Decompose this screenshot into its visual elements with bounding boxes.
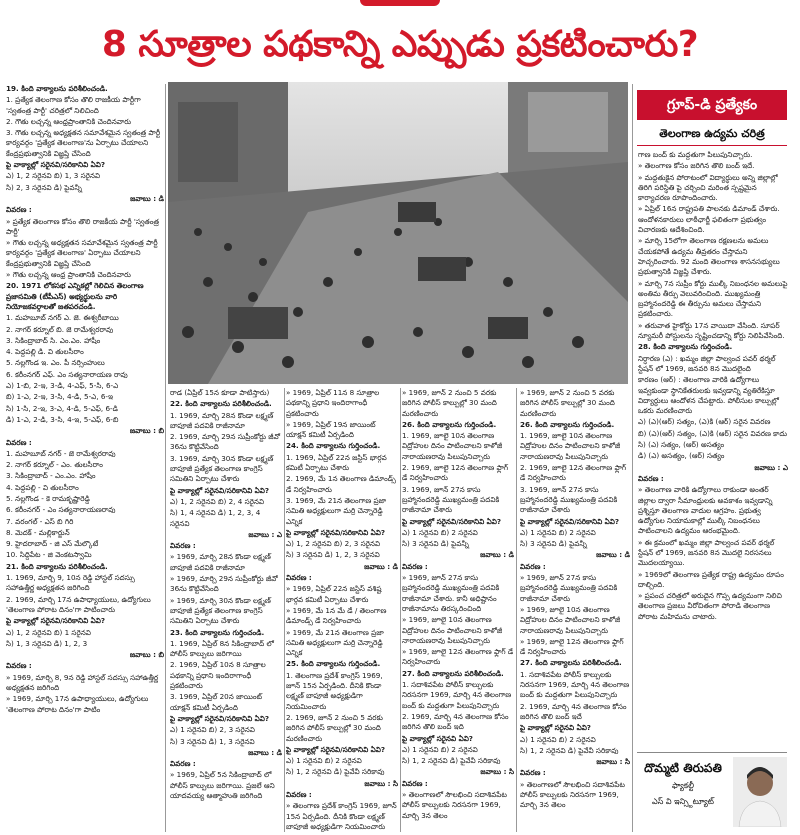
text-line: సి) 2, 3 సరైనవి డి) పైవన్నీ: [6, 182, 83, 192]
text-line: డి) 1-ఎ, 2-డి, 3-సి, 4-ఇ, 5-ఎఫ్, 6-బి: [6, 414, 119, 424]
text-line: డి) (ఎ) అసత్యం, (ఆర్) సత్యం: [638, 451, 725, 461]
answer-line: జవాబు : ఎ: [754, 462, 788, 472]
crowd-street-image: [168, 82, 628, 384]
column-4: » 1969, జూన్ 2 నుంచి 5 వరకు జరిగిన పోలీస్ కాల్పుల్లో 30 మంది మరణించారు 26. కింది వాక్యాలను గుర్తించండి. 1. 1969, జూలై 10న తెలంగాణ విద్రోహుల దినం పాటించాలని కాళోజీ నారాయణరావు పిలుపునిచ్చారు 2. 1969, జూలై 12న తెలంగాణ ఫ్లాగ్ డే నిర్వహించారు 3. 1969, జూన్ 27న కాసు బ్రహ్మానందరెడ్డి ముఖ్యమంత్రి పదవికి రాజీనామా చేశారు పై వాక్యాల్లో సరైనవి/సరికానివి ఏవి? ఎ) 1 సరైనవి బి) 2 సరైనవి సి) 3 సరైనవి డి) పైవన్నీ జవాబు : డి వివరణ : » 1969, జూన్ 27న కాసు బ్రహ్మానందరెడ్డి ముఖ్యమంత్రి పదవికి రాజీనామా చేశారు. కానీ అధిష్టానం రాజీనామాను తిరస్కరించింది » 1969, జూలై 10న తెలంగాణ విద్రోహుల దినం పాటించాలని కాళోజీ నారాయణరావు పిలుపునిచ్చారు » 1969, జూలై 12న తెలంగాణ ఫ్లాగ్ డే నిర్వహించారు 27. కింది వాక్యాలను పరిశీలించండి. 1. సదాశివపేట పోలీస్ కాల్పులకు నిరసనగా 1969, మార్చి 4న తెలంగాణ బంద్ కు మద్దతుగా పిలుపునిచ్చారు 2. 1969, మార్చి 4న తెలంగాణ కోసం జరిగిన తొలి బంద్ ఇది పై వాక్యాల్లో సరైనవి ఏవి? ఎ) 1 సరైనవి బి) 2 సరైనవి సి) 1, 2 సరైనవి డి) పైవేవీ సరికావు జవాబు : సి వివరణ : » తెలంగాణలో సౌలభించి సదాశివపేట పోలీస్ కాల్పులకు నిరసనగా 1969, మార్చి 3న తెలం: [402, 388, 514, 820]
text-line: 10. సిద్దిపేట - జి వెంకటస్వామి: [6, 550, 92, 560]
column-3: » 1969, ఏప్రిల్ 11న 8 సూత్రాల పథకాన్ని ప్రధాని ఇందిరాగాంధీ ప్రకటించారు » 1969, ఏప్రిల్ 19న జాయింట్ యాక్షన్ కమిటీ ఏర్పడింది 24. కింది వాక్యాలను గుర్తించండి. 1. 1969, ఏప్రిల్ 22న జస్టిస్ భార్గవ కమిటీ ఏర్పాటు చేశారు 2. 1969, మే 1న తెలంగాణ డిమాండ్స్ డే నిర్వహించారు 3. 1969, మే 21న తెలంగాణ ప్రజా సమితి అధ్యక్షులుగా మర్రి చెన్నారెడ్డి ఎన్నిక పై వాక్యాల్లో సరైనవి/సరికానివి ఏవి? ఎ) 1, 2 సరైనవి బి) 2, 3 సరైనవి సి) 3 సరైనవి డి) 1, 2, 3 సరైనవి జవాబు : డి వివరణ : » 1969, ఏప్రిల్ 22న జస్టిస్ వశిష్ట భార్గవ కమిటీ ఏర్పాటు చేశారు » 1969, మే 1న మే డే / తెలంగాణ డిమాండ్స్ డే నిర్వహించారు » 1969, మే 21న తెలంగాణ ప్రజా సమితి అధ్యక్షులుగా మర్రి చెన్నారెడ్డి ఎన్నిక 25. కింది వాక్యాలను గుర్తించండి. 1. తెలంగాణ ప్రదేశ్ కాంగ్రెస్ 1969, జూన్ 15న ఏర్పడింది. దీనికి కొండా లక్ష్మణ్ బాపూజీ అధ్యక్షుడిగా నియమించారు 2. 1969, జూన్ 2 నుంచి 5 వరకు జరిగిన పోలీస్ కాల్పుల్లో 30 మంది మరణించారు పై వాక్యాల్లో సరైనవి/సరికానివి ఏవి? ఎ) 1 సరైనవి బి) 2 సరైనవి సి) 1, 2 సరైనవి డి) పైవేవీ సరికావు జవాబు : సి వివరణ : » తెలంగాణ ప్రదేశ్ కాంగ్రెస్ 1969, జూన్ 15న ఏర్పడింది. దీనికి కొండా లక్ష్మణ్ బాపూజీ అధ్యక్షుడిగా నియమించారు: [286, 388, 398, 831]
text-line: » మద్దతుకైన పోరాటంలో విద్యార్థులు అన్ని జిల్లాల్లో తిరిగి పరిస్థితి పై చర్చించి మరింత స్పష్టమైన కార్యాచరణ రూపొందించారు.: [638, 172, 778, 203]
text-line: ఎ) 1-బి, 2-ఇ, 3-డి, 4-ఎఫ్, 5-సి, 6-ఎ: [6, 381, 119, 391]
text-line: సి) 1, 3 సరైనవి డి) 1, 2, 3: [6, 638, 88, 648]
text-line: 3. సికింద్రాబాద్ - ఎం.ఎం. హాషీం: [6, 471, 96, 481]
column-2: రాడ (ఏప్రిల్ 15న కూడా పాటిస్తారు) 22. కింది వాక్యాలను పరిశీలించండి. 1. 1969, మార్చి 28న కొండా లక్ష్మణ్ బాపూజీ పదవికి రాజీనామా 2. 1969, మార్చి 29న సుప్రీంకోర్టు జీవో 36ను కొట్టివేసింది 3. 1969, మార్చి 30న కొండా లక్ష్మణ్ బాపూజీ ప్రత్యేక తెలంగాణ కాంగ్రెస్ సమితిని ఏర్పాటు చేశారు పై వాక్యాల్లో సరైనవి/సరికానివి ఏవి? ఎ) 1, 2 సరైనవి బి) 2, 4 సరైనవి సి) 1, 4 సరైనవి డి) 1, 2, 3, 4 సరైనవి జవాబు : ఎ వివరణ : » 1969, మార్చి 28న కొండా లక్ష్మణ్ బాపూజీ పదవికి రాజీనామా » 1969, మార్చి 29న సుప్రీంకోర్టు జీవో 36ను కొట్టివేసింది » 1969, మార్చి 30న కొండా లక్ష్మణ్ బాపూజీ ప్రత్యేక తెలంగాణ కాంగ్రెస్ సమితిని ఏర్పాటు చేశారు 23. కింది వాక్యాలను గుర్తించండి. 1. 1969, ఏప్రిల్ 8న సికింద్రాబాద్ లో పోలీస్ కాల్పులు జరిగాయి 2. 1969, ఏప్రిల్ 10న 8 సూత్రాల పథకాన్ని ప్రధాని ఇందిరాగాంధీ ప్రకటించారు 3. 1969, ఏప్రిల్ 20న జాయింట్ యాక్షన్ కమిటీ ఏర్పడింది పై వాక్యాల్లో సరైనవి/సరికానివి ఏవి? ఎ) 1 సరైనవి బి) 2, 3 సరైనవి సి) 3 సరైనవి డి) 1, 3 సరైనవి జవాబు : డి వివరణ : » 1969, ఏప్రిల్ 5న సికింద్రాబాద్ లో పోలీస్ కాల్పులు జరిగాయి. ప్రజలే ఆని యాదవయ్య ఆత్మాహుతి జరిగింది: [170, 388, 282, 800]
text-line: » గౌతు లచ్చన్న ఆంధ్ర ప్రాంతానికి చెందినవారు: [6, 270, 131, 280]
text-line: » ప్రత్యేక తెలంగాణ కోసం తొలి రాజకీయ పార్టీ 'స్వతంత్ర పార్టీ': [6, 216, 159, 236]
text-line: 8. మెదక్ - మల్లికార్జున్: [6, 527, 70, 537]
text-line: 5. నల్లగొండ - కె రామకృష్ణారెడ్డి: [6, 493, 90, 503]
text-line: » తెలంగాణ కోసం జరిగిన తొలి బంద్ ఇదే.: [638, 161, 755, 171]
author-box: [637, 752, 787, 830]
text-line: » తెలంగాణ వారికి ఉద్యోగాలు రాకుండా అంతర్ జిల్లాల ద్వారా సీమాంధ్రులకు అవకాశం ఇవ్వడాన్ని ప్రశ్నిస్తూ తెలంగాణ వాదుల ఆగ్రహం. ప్రభుత్వ ఉద్యోగుల నియామకాల్లో ముల్కీ నిబంధనలు పాటించాలని ఉద్యమం ఆరంభమైంది.: [638, 485, 773, 536]
divider: [400, 388, 401, 832]
answer-line: జవాబు : బి: [129, 426, 164, 436]
question-line: 21. కింది వాక్యాలను పరిశీలించండి.: [6, 561, 108, 571]
section-badge: గ్రూప్-డి ప్రత్యేకం: [637, 90, 787, 120]
author-institute: ఎస్ వి ఇన్స్టిట్యూట్: [652, 797, 714, 806]
text-line: » తరువాత హైకోర్టు 17న వాయిదా వేసింది. సూపర్ న్యూమరీ పోస్టులను సృష్టించడాన్ని కోర్టు నిలిపివేసింది.: [638, 320, 785, 341]
divider: [632, 84, 633, 832]
text-line: 2. 1969, మార్చి 17న ఉపాధ్యాయులు, ఉద్యోగులు 'తెలంగాణ పోరాట దినం'గా పాటించారు: [6, 594, 151, 614]
text-line: 1. మహబూబ్ నగర్ - జె రామేశ్వరరావు: [6, 448, 116, 458]
text-line: » 1969లో తెలంగాణ ప్రత్యేక రాష్ట్ర ఉద్యమం రూపం దాల్చింది.: [638, 569, 784, 589]
text-line: 2. నాగర్ కర్నూల్ బి. జె రామేశ్వరరావు: [6, 324, 114, 334]
avatar-icon: [733, 757, 787, 827]
historic-photo: [168, 82, 628, 384]
section-subtitle: తెలంగాణ ఉద్యమ చరిత్ర: [637, 122, 787, 146]
top-bar: [0, 0, 800, 6]
text-line: 1. మహబూబ్ నగర్ ఎ. జె. ఈశ్వరీబాయి: [6, 313, 119, 323]
text-line: ఎ) 1, 2 సరైనవి బి) 1, 3 సరైనవి: [6, 171, 101, 181]
text-line: సి) 1-సి, 2-ఇ, 3-ఎ, 4-డి, 5-ఎఫ్, 6-డి: [6, 403, 118, 413]
text-line: 1. ప్రత్యేక తెలంగాణ కోసం తొలి రాజకీయ పార్టీగా 'స్వతంత్ర పార్టీ' చరిత్రలో నిలిచింది: [6, 95, 141, 115]
divider: [165, 84, 166, 832]
explanation-label: వివరణ :: [638, 473, 664, 483]
question-line: పై వాక్యాల్లో సరైనవి/సరికానివి ఏవి?: [6, 616, 106, 626]
headline: 8 సూత్రాల పథకాన్ని ఎప్పుడు ప్రకటించారు?: [101, 24, 699, 65]
text-line: » గౌతు లచ్చన్న అధ్యక్షతన సమావేశమైన స్వతంత్ర పార్టీ కార్యవర్గం 'ప్రత్యేక తెలంగాణ' ఏర్పాటు చేయాలని కేంద్రప్రభుత్వానికి విజ్ఞప్తి చేసింది: [6, 238, 158, 268]
text-line: 6. కరీంనగర్ - ఎం సత్యనారాయణరావు: [6, 505, 116, 515]
answer-line: జవాబు : డి: [130, 193, 164, 203]
text-line: » 1969, మార్చి 8, 9న రెడ్డి హాస్టల్ సదస్సు సహాఉత్తీర్ణ అధ్యక్షతన జరిగింది: [6, 672, 159, 693]
text-line: నిర్ధారణ (ఎ) : ఖమ్మం జిల్లా పాల్వంచ పవర్ థర్మల్ స్టేషన్ లో 1969, జనవరి 8న మొదలైంది: [638, 353, 776, 373]
question-line: 28. కింది వాక్యాలను గుర్తించండి.: [638, 342, 733, 352]
column-left: [6, 84, 164, 832]
column-right: [638, 150, 788, 748]
text-line: 7. వరంగల్ - ఎస్ బి గిరి: [6, 516, 74, 526]
author-photo: [733, 757, 787, 827]
text-line: 2. నాగర్ కర్నూల్ - ఎం. తులసీరాం: [6, 460, 103, 470]
explanation-label: వివరణ :: [6, 661, 32, 671]
divider: [284, 388, 285, 832]
text-line: బి) 1-ఎ, 2-ఇ, 3-సి, 4-డి, 5-ఎ, 6-ఇ: [6, 392, 113, 402]
text-line: 3. సికింద్రాబాద్ సి. ఎం.ఎం. హాషీం: [6, 335, 101, 345]
question-line: 20. 1971 లోకసభ ఎన్నికల్లో గెలిచిన తెలంగాణ ప్రజాసమితి (టీపీఎస్) అభ్యర్థులను వారి నియోజకవర్గాలతో జతపరచండి.: [6, 281, 144, 311]
text-line: ఎ) (ఎ)(ఆర్) సత్యం, (ఎ)కి (ఆర్) సరైన వివరణ: [638, 417, 771, 427]
text-line: కారణం (ఆర్) : తెలంగాణ వారికి ఉద్యోగాలు ఇవ్వకుండా స్థానికేతరులకు ఇవ్వడాన్ని వ్యతిరేకిస్తూ విద్యార్థులు ఆందోళన చేపట్టారు. పోలీసుల కాల్పుల్లో ఒకరు మరణించారు: [638, 375, 779, 416]
text-line: » ప్రపంచ చరిత్రలో అరుదైన గొప్ప ఉద్యమంగా నిలిచి తెలంగాణ ప్రజలు వీరోచితంగా పోరాడి తెలంగాణ పోరాట మహిమను చాటారు.: [638, 591, 782, 621]
text-line: » 1969, మార్చి 17న ఉపాధ్యాయులు, ఉద్యోగులు 'తెలంగాణ పోరాట దినం'గా పాటిం: [6, 694, 149, 714]
text-line: » మార్చి 7న సుప్రీం కోర్టు ముల్కీ నిబంధనల అమలుపై అంతిమ తీర్పు వెలువరించింది. ముఖ్యమంత్రి బ్రహ్మానందరెడ్డి ఈ తీర్పును అమలు చేస్తామని ప్రకటించారు.: [638, 278, 788, 319]
text-line: » ఈ క్రమంలో ఖమ్మం జిల్లా పాల్వంచ పవర్ థర్మల్ స్టేషన్ లో 1969, జనవరి 8న మొదలై నిరసనలు మొదలయ్యాయి.: [638, 537, 775, 568]
author-name: దొమ్మటి తిరుపతి: [644, 761, 722, 775]
text-line: సి) (ఎ) సత్యం, (ఆర్) అసత్యం: [638, 440, 725, 450]
question-line: 19. కింది వాక్యాలను పరిశీలించండి.: [6, 84, 108, 93]
author-role: ఫ్యాకల్టీ: [672, 781, 694, 790]
question-line: పై వాక్యాల్లో సరైనవి/సరికానివి ఏవి?: [6, 160, 106, 170]
text-line: 2. గౌతు లచ్చన్న ఆంధ్రప్రాంతానికి చెందినవారు: [6, 116, 132, 126]
text-line: » మార్చి 15లోగా తెలంగాణ రక్షణలను అమలు చేయకపోతే ఉద్యమ తీవ్రతరం చేస్తామని హెచ్చరించారు. 92 మంది తెలంగాణ శాసనసభ్యులు ప్రభుత్వానికి విజ్ఞప్తి చేశారు.: [638, 236, 780, 277]
text-line: 1. 1969, మార్చి 9, 10న రెడ్డి హాస్టల్ సదస్సు సహాఉత్తీర్ణ అధ్యక్షతన జరిగింది: [6, 573, 135, 593]
text-line: 5. నల్లగొండ ఇ. ఎం. పీ నర్సింహులు: [6, 358, 105, 368]
column-5: » 1969, జూన్ 2 నుంచి 5 వరకు జరిగిన పోలీస్ కాల్పుల్లో 30 మంది మరణించారు 26. కింది వాక్యాలను గుర్తించండి. 1. 1969, జూలై 10న తెలంగాణ విద్రోహుల దినం పాటించాలని కాళోజీ నారాయణరావు పిలుపునిచ్చారు 2. 1969, జూలై 12న తెలంగాణ ఫ్లాగ్ డే నిర్వహించారు 3. 1969, జూన్ 27న కాసు బ్రహ్మానందరెడ్డి ముఖ్యమంత్రి పదవికి రాజీనామా చేశారు పై వాక్యాల్లో సరైనవి/సరికానివి ఏవి? ఎ) 1 సరైనవి బి) 2 సరైనవి సి) 3 సరైనవి డి) పైవన్నీ జవాబు : డి వివరణ : » 1969, జూన్ 27న కాసు బ్రహ్మానందరెడ్డి ముఖ్యమంత్రి పదవికి రాజీనామా చేశారు » 1969, జూలై 10న తెలంగాణ విద్రోహుల దినం పాటించాలని కాళోజీ నారాయణరావు పిలుపునిచ్చారు » 1969, జూలై 12న తెలంగాణ ఫ్లాగ్ డే నిర్వహించారు 27. కింది వాక్యాలను పరిశీలించండి. 1. సదాశివపేట పోలీస్ కాల్పులకు నిరసనగా 1969, మార్చి 4న తెలంగాణ బంద్ కు మద్దతుగా పిలుపునిచ్చారు 2. 1969, మార్చి 4న తెలంగాణ కోసం జరిగిన తొలి బంద్ ఇదే పై వాక్యాల్లో సరైనవి ఏవి? ఎ) 1 సరైనవి బి) 2 సరైనవి సి) 1, 2 సరైనవి డి) పైవేవీ సరికావు జవాబు : సి వివరణ : » తెలంగాణలో సౌలభించి సదాశివపేట పోలీస్ కాల్పులకు నిరసనగా 1969, మార్చి 3న తెలం: [520, 388, 630, 810]
text-line: 6. కరీంనగర్ ఎఫ్. ఎం సత్యనారాయణ రావు: [6, 369, 128, 379]
text-line: 3. గౌతు లచ్చన్న అధ్యక్షతన సమావేశమైన స్వతంత్ర పార్టీ కార్యవర్గం 'ప్రత్యేక తెలంగాణ'ను ఏర్పాటు చేయాలని కేంద్రప్రభుత్వానికి విజ్ఞప్తి చేసింది: [6, 128, 161, 158]
divider: [516, 388, 517, 832]
top-decor: [360, 0, 440, 6]
explanation-label: వివరణ :: [6, 437, 32, 447]
text-line: » ఏప్రిల్ 16న రాష్ట్రపతి పాలనకు డిమాండ్ చేశారు. ఆందోళనకారులు లాఠీఛార్జీ ఫలితంగా ప్రభుత్వం విచారణకు ఆదేశించింది.: [638, 204, 780, 235]
text-line: 4. పెద్దపల్లి డి. వి తులసీరాం: [6, 347, 84, 357]
text-line: 9. హైదరాబాద్ - జి ఎస్ మేల్కొటే: [6, 539, 99, 549]
text-line: 4. పెద్దపల్లి - వి తులసీరాం: [6, 482, 79, 492]
text-line: బి) (ఎ)(ఆర్) సత్యం, (ఎ)కి (ఆర్) సరైన వివరణ కాదు: [638, 428, 787, 438]
answer-line: జవాబు : బి: [129, 650, 164, 660]
text-line: గాణ బంద్ కు మద్దతుగా పిలుపునిచ్చారు.: [638, 150, 753, 159]
text-line: ఎ) 1, 2 సరైనవి బి) 1 సరైనవి: [6, 627, 91, 637]
explanation-label: వివరణ :: [6, 205, 32, 215]
